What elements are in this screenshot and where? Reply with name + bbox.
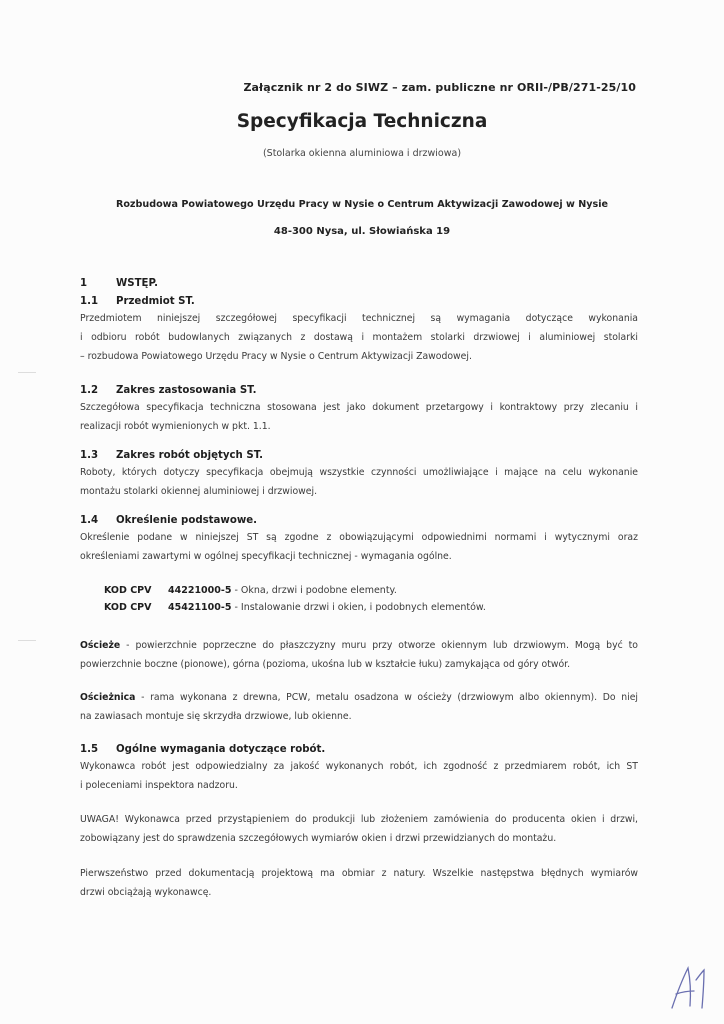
text-line: i odbioru robót budowlanych związanych z dostawą i montażem stolarki drzwiowej i aluminiowej stolarki: [80, 332, 638, 343]
text-line: realizacji robót wymienionych w pkt. 1.1.: [80, 421, 271, 432]
text-line: Wykonawca robót jest odpowiedzialny za jakość wykonanych robót, ich zgodność z przedmiarem robót, ich ST: [80, 761, 638, 772]
text-line: określeniami zawartymi w ogólnej specyfikacji technicznej - wymagania ogólne.: [80, 551, 452, 562]
section-number: 1: [80, 278, 88, 289]
section-heading-1: [80, 278, 158, 289]
section-heading-1-3: [80, 450, 263, 461]
scan-mark: [18, 372, 36, 373]
defined-term: Ościeżnica: [80, 692, 136, 703]
cpv-code: 45421100-5: [168, 602, 232, 613]
document-subtitle: (Stolarka okienna aluminiowa i drzwiowa): [262, 148, 462, 159]
project-address: 48-300 Nysa, ul. Słowiańska 19: [273, 226, 451, 237]
text-line: Szczegółowa specyfikacja techniczna stosowana jest jako dokument przetargowy i kontraktowy przy zlecaniu i: [80, 402, 638, 413]
paragraph-uwaga: [80, 810, 638, 848]
definition-text: - rama wykonana z drewna, PCW, metalu osadzona w ościeży (drzwiowym albo okiennym). Do niej: [135, 692, 638, 703]
section-heading-1-4: [80, 515, 257, 526]
text-line: na zawiasach montuje się skrzydła drzwiowe, lub okienne.: [80, 711, 352, 722]
text-line: [80, 688, 638, 707]
paragraph-priority: [80, 864, 638, 902]
paragraph-1-4: [80, 528, 638, 566]
section-heading-1-5: [80, 744, 325, 755]
section-title: WSTĘP.: [116, 278, 158, 289]
scan-mark: [18, 640, 36, 641]
cpv-label: KOD CPV: [104, 585, 152, 596]
section-title: Określenie podstawowe.: [116, 515, 258, 526]
text-line: i poleceniami inspektora nadzoru.: [80, 780, 238, 791]
section-number: 1.2: [80, 385, 99, 396]
paragraph-1-5: [80, 757, 638, 795]
definition-oscieze: [80, 636, 638, 674]
cpv-code: 44221000-5: [168, 585, 232, 596]
text-line: [80, 636, 638, 655]
attachment-header: Załącznik nr 2 do SIWZ – zam. publiczne nr ORII-/PB/271-25/10: [243, 81, 636, 94]
paragraph-1-2: [80, 398, 638, 436]
section-number: 1.1: [80, 296, 99, 307]
section-title: Zakres robót objętych ST.: [116, 450, 263, 461]
cpv-code-row: [104, 602, 486, 613]
section-heading-1-1: [80, 296, 195, 307]
paragraph-1-1: [80, 309, 638, 366]
document-title: Specyfikacja Techniczna: [236, 111, 488, 132]
definition-oscieznica: [80, 688, 638, 726]
paragraph-1-3: [80, 463, 638, 501]
handwritten-initials: [666, 958, 710, 1014]
text-line: Roboty, których dotyczy specyfikacja obejmują wszystkie czynności umożliwiające i mające na celu wykonanie: [80, 467, 638, 478]
text-line: Pierwszeństwo przed dokumentacją projektową ma obmiar z natury. Wszelkie następstwa błędnych wymiarów: [80, 868, 638, 879]
cpv-label: KOD CPV: [104, 602, 152, 613]
text-line: UWAGA! Wykonawca przed przystąpieniem do produkcji lub złożeniem zamówienia do producenta okien i drzwi,: [80, 814, 638, 825]
section-title: Ogólne wymagania dotyczące robót.: [116, 744, 326, 755]
text-line: – rozbudowa Powiatowego Urzędu Pracy w Nysie o Centrum Aktywizacji Zawodowej.: [80, 351, 472, 362]
section-number: 1.5: [80, 744, 99, 755]
definition-text: - powierzchnie poprzeczne do płaszczyzny muru przy otworze okiennym lub drzwiowym. Mogą być to: [120, 640, 638, 651]
text-line: drzwi obciążają wykonawcę.: [80, 887, 212, 898]
cpv-description: - Okna, drzwi i podobne elementy.: [231, 585, 397, 596]
section-number: 1.4: [80, 515, 99, 526]
cpv-description: - Instalowanie drzwi i okien, i podobnych elementów.: [231, 602, 486, 613]
section-title: Przedmiot ST.: [116, 296, 195, 307]
cpv-code-row: [104, 585, 397, 596]
defined-term: Ościeże: [80, 640, 121, 651]
section-number: 1.3: [80, 450, 99, 461]
section-heading-1-2: [80, 385, 256, 396]
text-line: powierzchnie boczne (pionowe), górna (pozioma, ukośna lub w kształcie łuku) zamykająca od góry otwór.: [80, 659, 571, 670]
text-line: zobowiązany jest do sprawdzenia szczegółowych wymiarów okien i drzwi przewidzianych do montażu.: [80, 833, 557, 844]
text-line: montażu stolarki okiennej aluminiowej i drzwiowej.: [80, 486, 318, 497]
section-title: Zakres zastosowania ST.: [116, 385, 257, 396]
project-name: Rozbudowa Powiatowego Urzędu Pracy w Nysie o Centrum Aktywizacji Zawodowej w Nysie: [115, 199, 609, 210]
text-line: Określenie podane w niniejszej ST są zgodne z obowiązującymi odpowiednimi normami i wytycznymi oraz: [80, 532, 638, 543]
text-line: Przedmiotem niniejszej szczegółowej specyfikacji technicznej są wymagania dotyczące wykonania: [80, 313, 638, 324]
